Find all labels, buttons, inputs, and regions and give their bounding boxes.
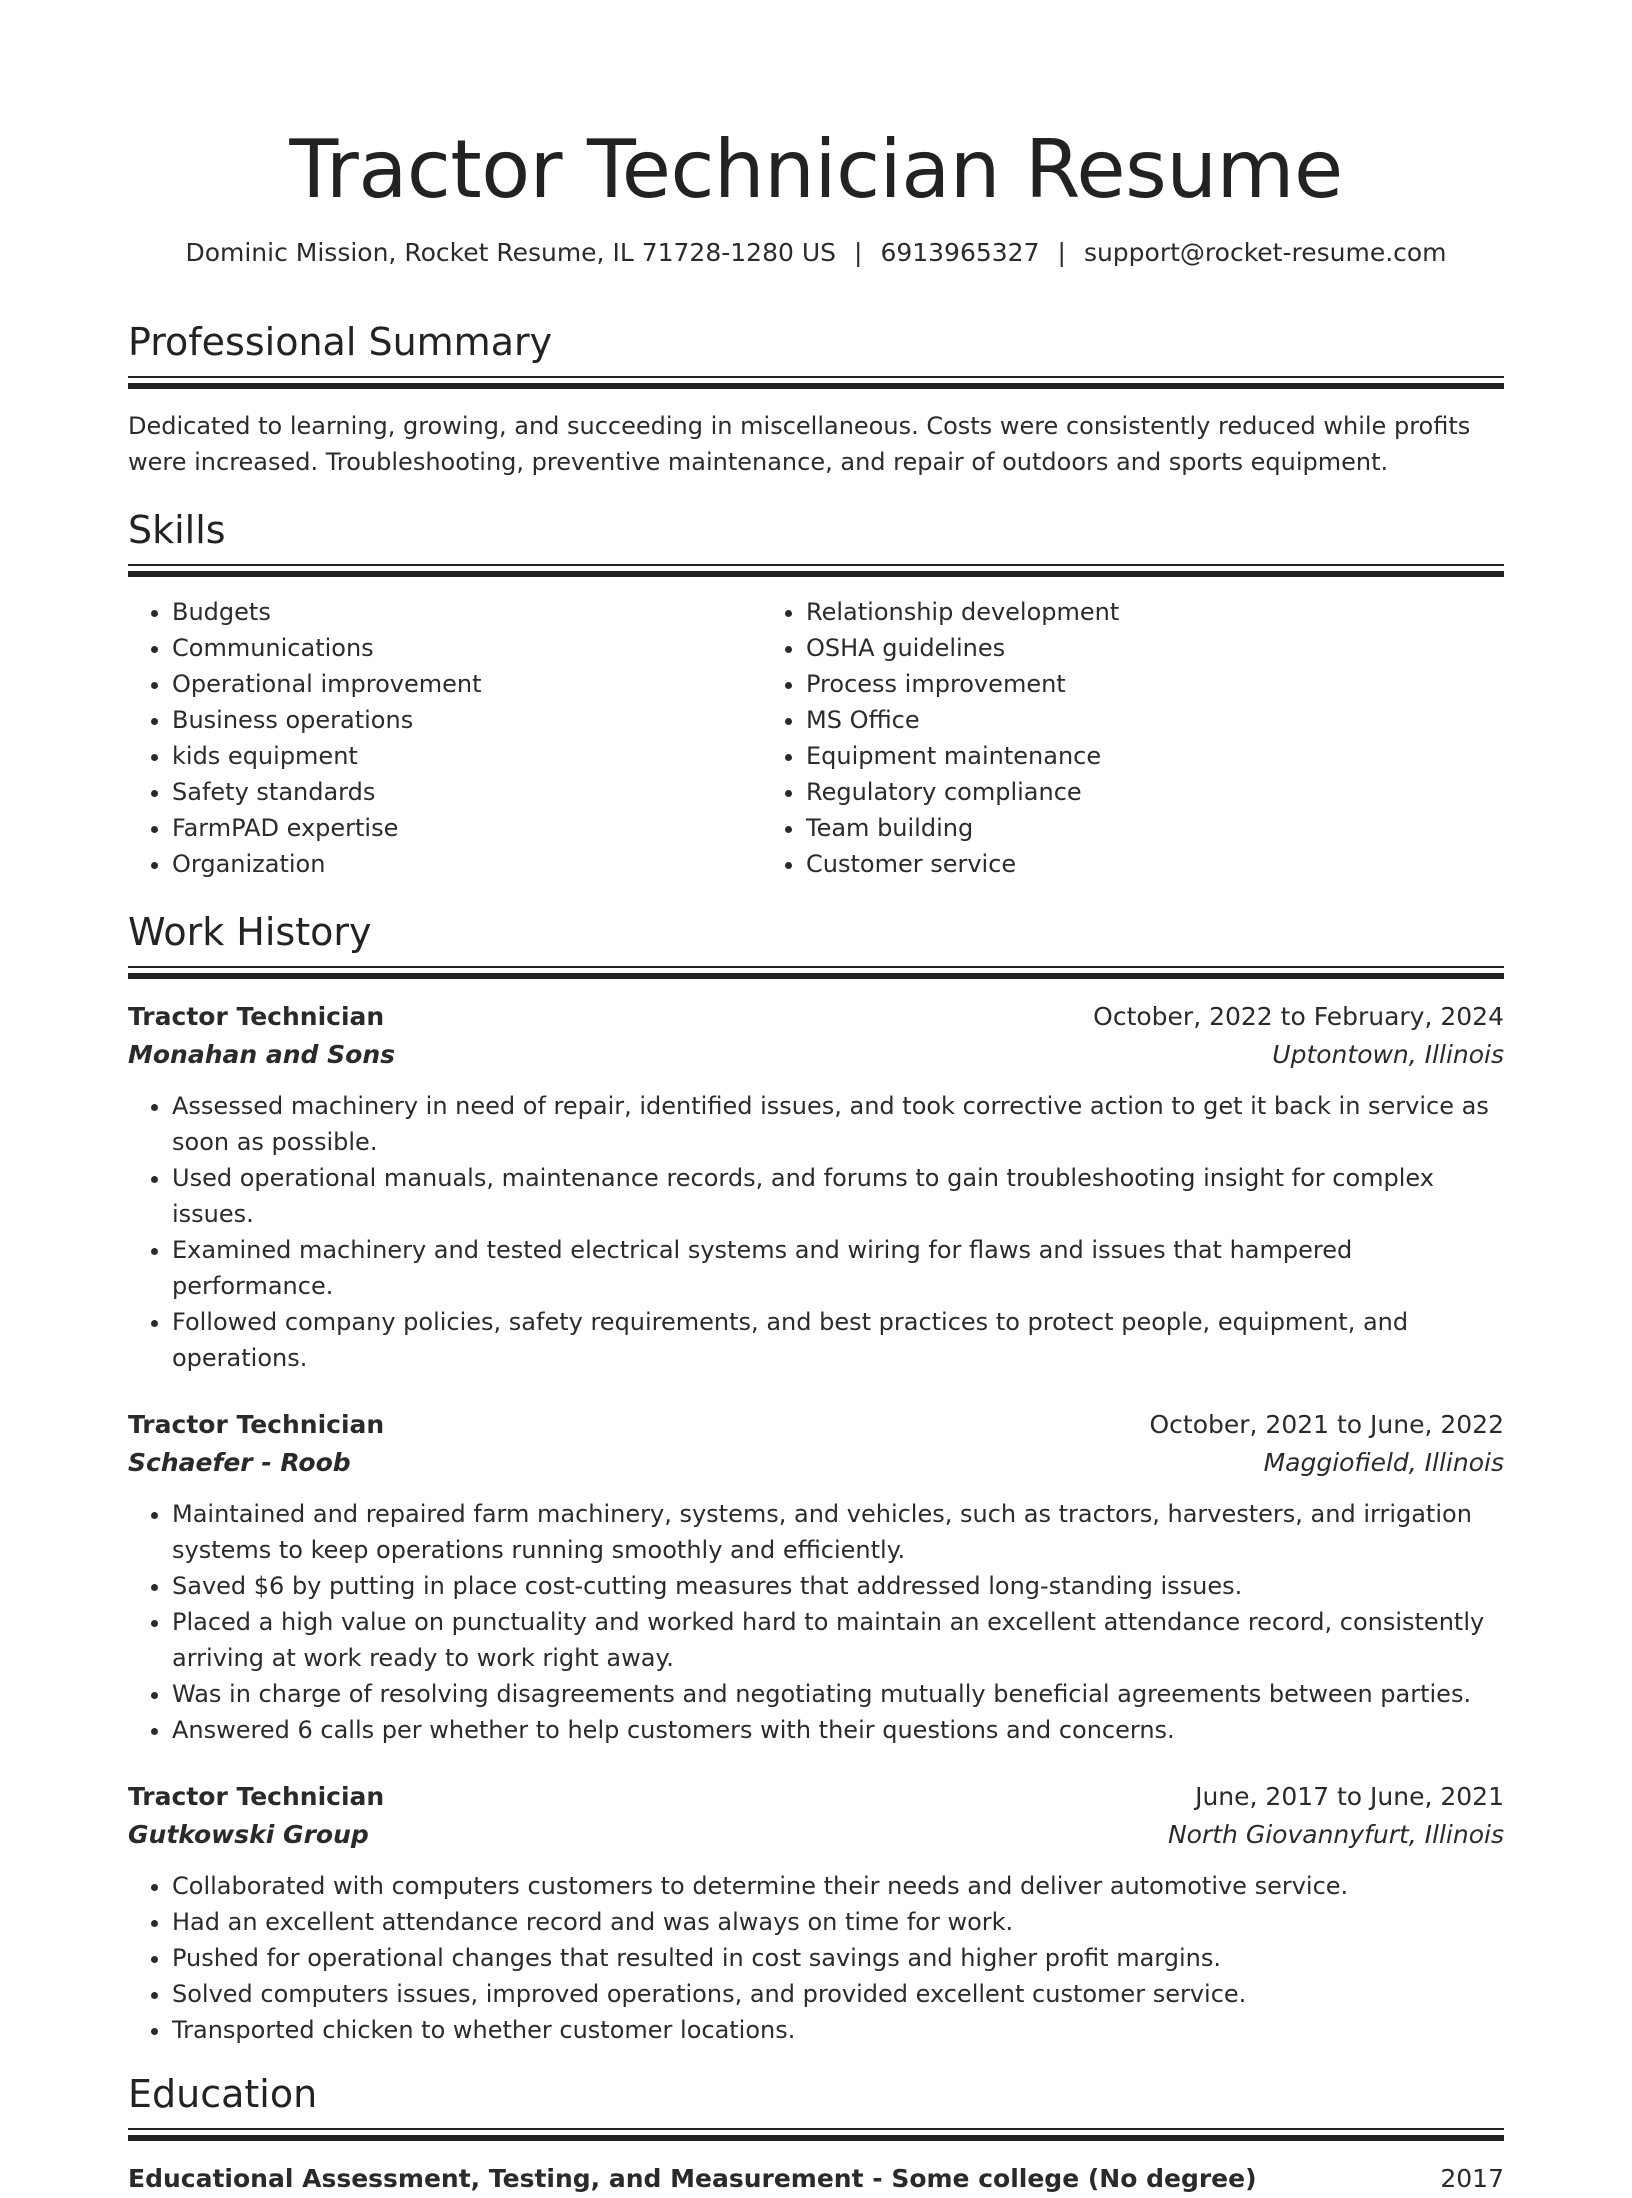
job-title: Tractor Technician bbox=[128, 1002, 385, 1031]
job-bullet: • Answered 6 calls per whether to help customers with their questions and concerns. bbox=[172, 1712, 1504, 1748]
job-bullet: • Followed company policies, safety requirements, and best practices to protect people, equipment, and operations. bbox=[172, 1304, 1504, 1376]
job-bullet: • Assessed machinery in need of repair, identified issues, and took corrective action to get it back in service as soon as possible. bbox=[172, 1088, 1504, 1160]
job-bullet: • Had an excellent attendance record and was always on time for work. bbox=[172, 1904, 1504, 1940]
summary-text: Dedicated to learning, growing, and succeeding in miscellaneous. Costs were consistently reduced while profits were increased. Troubleshooting, preventive maintenance, and repair of outdoors and sports equipment. bbox=[128, 412, 1471, 476]
education-year: 2017 bbox=[1440, 2164, 1504, 2193]
section-divider bbox=[128, 564, 1504, 578]
contact-email: support@rocket-resume.com bbox=[1083, 238, 1447, 267]
skill-item: • kids equipment bbox=[172, 738, 762, 774]
resume-page bbox=[128, 0, 1504, 2198]
summary-section bbox=[128, 318, 1504, 480]
skill-item: • Process improvement bbox=[806, 666, 1396, 702]
contact-phone: 6913965327 bbox=[880, 238, 1040, 267]
skill-item: • Equipment maintenance bbox=[806, 738, 1396, 774]
job-entry bbox=[128, 1778, 1504, 2048]
skill-item: • Customer service bbox=[806, 846, 1396, 882]
job-bullets bbox=[128, 1868, 1504, 2048]
job-location: Uptontown, Illinois bbox=[1272, 1040, 1504, 1069]
job-entry bbox=[128, 1406, 1504, 1748]
skills-list-left bbox=[128, 594, 762, 882]
skill-item: • Regulatory compliance bbox=[806, 774, 1396, 810]
job-title: Tractor Technician bbox=[128, 1410, 385, 1439]
skill-item: • Business operations bbox=[172, 702, 762, 738]
section-divider bbox=[128, 376, 1504, 390]
skill-item: • Team building bbox=[806, 810, 1396, 846]
education-heading: Education bbox=[128, 2072, 318, 2116]
job-bullet: • Placed a high value on punctuality and worked hard to maintain an excellent attendance record, consistently arriving at work ready to work right away. bbox=[172, 1604, 1504, 1676]
skill-item: • Relationship development bbox=[806, 594, 1396, 630]
job-bullet: • Examined machinery and tested electrical systems and wiring for flaws and issues that hampered performance. bbox=[172, 1232, 1504, 1304]
job-bullets bbox=[128, 1496, 1504, 1748]
resume-title: Tractor Technician Resume bbox=[289, 123, 1343, 216]
work-history-heading: Work History bbox=[128, 910, 372, 954]
job-dates: October, 2021 to June, 2022 bbox=[1149, 1410, 1504, 1439]
skill-item: • Operational improvement bbox=[172, 666, 762, 702]
job-company: Monahan and Sons bbox=[128, 1040, 396, 1069]
job-location: North Giovannyfurt, Illinois bbox=[1167, 1820, 1504, 1849]
education-section bbox=[128, 2070, 1504, 2198]
contact-separator: | bbox=[1057, 238, 1066, 267]
education-degree: Educational Assessment, Testing, and Measurement - Some college (No degree) bbox=[128, 2164, 1257, 2193]
contact-address: Dominic Mission, Rocket Resume, IL 71728-1280 US bbox=[185, 238, 836, 267]
skills-list-right bbox=[762, 594, 1396, 882]
job-bullet: • Transported chicken to whether customer locations. bbox=[172, 2012, 1504, 2048]
summary-heading: Professional Summary bbox=[128, 320, 553, 364]
job-dates: October, 2022 to February, 2024 bbox=[1093, 1002, 1504, 1031]
job-bullet: • Solved computers issues, improved operations, and provided excellent customer service. bbox=[172, 1976, 1504, 2012]
skill-item: • Communications bbox=[172, 630, 762, 666]
section-divider bbox=[128, 966, 1504, 980]
job-company: Schaefer - Roob bbox=[128, 1448, 351, 1477]
skill-item: • MS Office bbox=[806, 702, 1396, 738]
skill-item: • OSHA guidelines bbox=[806, 630, 1396, 666]
job-location: Maggiofield, Illinois bbox=[1263, 1448, 1504, 1477]
skills-section bbox=[128, 506, 1504, 882]
skills-heading: Skills bbox=[128, 508, 226, 552]
job-bullet: • Was in charge of resolving disagreements and negotiating mutually beneficial agreements between parties. bbox=[172, 1676, 1504, 1712]
job-bullet: • Used operational manuals, maintenance records, and forums to gain troubleshooting insight for complex issues. bbox=[172, 1160, 1504, 1232]
job-bullet: • Saved $6 by putting in place cost-cutting measures that addressed long-standing issues. bbox=[172, 1568, 1504, 1604]
section-divider bbox=[128, 2128, 1504, 2142]
skill-item: • Organization bbox=[172, 846, 762, 882]
job-bullet: • Pushed for operational changes that resulted in cost savings and higher profit margins. bbox=[172, 1940, 1504, 1976]
job-dates: June, 2017 to June, 2021 bbox=[1195, 1782, 1504, 1811]
contact-separator: | bbox=[854, 238, 863, 267]
skill-item: • Safety standards bbox=[172, 774, 762, 810]
job-title: Tractor Technician bbox=[128, 1782, 385, 1811]
skill-item: • Budgets bbox=[172, 594, 762, 630]
job-entry bbox=[128, 998, 1504, 1376]
work-history-section bbox=[128, 908, 1504, 2048]
job-bullet: • Collaborated with computers customers to determine their needs and deliver automotive service. bbox=[172, 1868, 1504, 1904]
job-bullet: • Maintained and repaired farm machinery, systems, and vehicles, such as tractors, harvesters, and irrigation systems to keep operations running smoothly and efficiently. bbox=[172, 1496, 1504, 1568]
job-bullets bbox=[128, 1088, 1504, 1376]
contact-line bbox=[128, 236, 1504, 270]
skill-item: • FarmPAD expertise bbox=[172, 810, 762, 846]
skills-columns bbox=[128, 594, 1504, 882]
job-company: Gutkowski Group bbox=[128, 1820, 369, 1849]
